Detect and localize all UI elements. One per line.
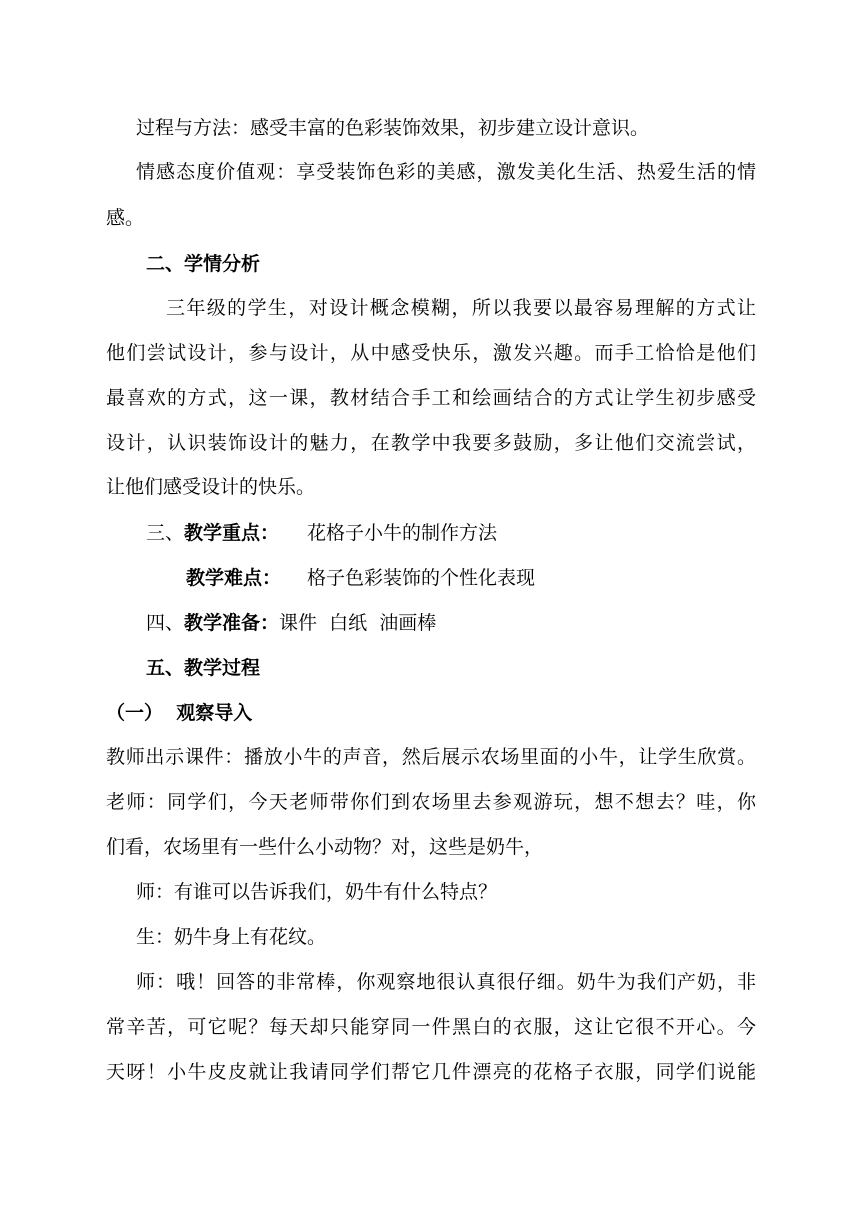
section-2-line-4: 设计，认识装饰设计的魅力，在教学中我要多鼓励，多让他们交流尝试， <box>106 432 756 454</box>
section-2-line-2: 他们尝试设计，参与设计，从中感受快乐，激发兴趣。而手工恰恰是他们 <box>106 342 756 364</box>
section-2-line-3: 最喜欢的方式，这一课，教材结合手工和绘画结合的方式让学生初步感受 <box>106 387 756 409</box>
section-2-line-1: 三年级的学生，对设计概念模糊，所以我要以最容易理解的方式让 <box>166 297 756 319</box>
section-4-prefix: 四、 <box>146 612 185 634</box>
goal-emotion-line-2: 感。 <box>106 207 145 229</box>
difficult-point-value: 格子色彩装饰的个性化表现 <box>307 567 536 589</box>
part-1-line-1: 教师出示课件：播放小牛的声音，然后展示农场里面的小牛，让学生欣赏。 <box>106 746 756 768</box>
section-5-heading: 五、教学过程 <box>146 657 261 679</box>
key-point-label: 教学重点： <box>184 522 280 544</box>
key-point-value: 花格子小牛的制作方法 <box>307 522 498 544</box>
section-4-label: 教学准备： <box>184 612 280 634</box>
part-1-line-4: 师：有谁可以告诉我们，奶牛有什么特点？ <box>136 881 498 903</box>
part-1-line-3: 们看，农场里有一些什么小动物？对，这些是奶牛， <box>106 836 544 858</box>
section-4-value: 课件 白纸 油画棒 <box>279 612 437 634</box>
part-1-line-6: 师：哦！回答的非常棒，你观察地很认真很仔细。奶牛为我们产奶，非 <box>136 971 756 993</box>
part-1-line-5: 生：奶牛身上有花纹。 <box>136 926 327 948</box>
goal-emotion-line-1: 情感态度价值观：享受装饰色彩的美感，激发美化生活、热爱生活的情 <box>136 161 756 183</box>
part-1-line-8: 天呀！小牛皮皮就让我请同学们帮它几件漂亮的花格子衣服，同学们说能 <box>106 1061 756 1083</box>
section-3-key-point <box>146 522 279 544</box>
difficult-point-label: 教学难点： <box>186 567 282 589</box>
section-4 <box>146 612 436 634</box>
section-2-line-5: 让他们感受设计的快乐。 <box>106 476 316 498</box>
section-3-prefix: 三、 <box>146 522 185 544</box>
part-1-heading: （一） 观察导入 <box>106 702 253 724</box>
section-2-heading: 二、学情分析 <box>146 253 261 275</box>
part-1-line-2: 老师：同学们，今天老师带你们到农场里去参观游玩，想不想去？哇，你 <box>106 791 756 813</box>
part-1-line-7: 常辛苦，可它呢？每天却只能穿同一件黑白的衣服，这让它很不开心。今 <box>106 1016 756 1038</box>
goal-process-method: 过程与方法：感受丰富的色彩装饰效果，初步建立设计意识。 <box>136 117 650 139</box>
